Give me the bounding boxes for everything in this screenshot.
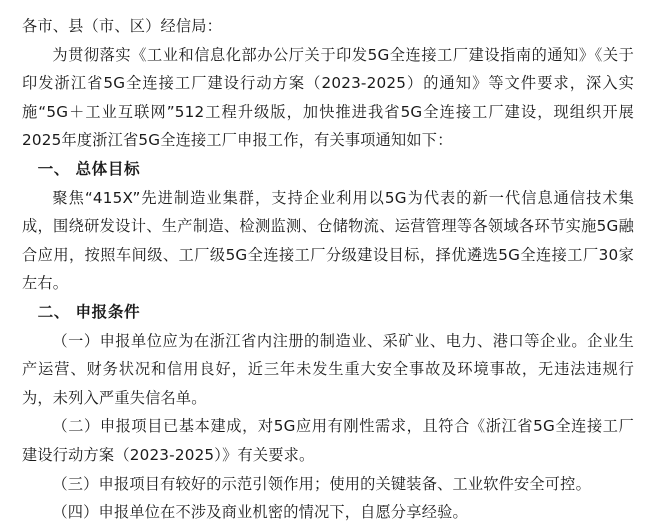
section-number-2: 二、 — [37, 302, 70, 321]
condition-item-3: （三）申报项目有较好的示范引领作用；使用的关键装备、工业软件安全可控。 — [52, 474, 591, 493]
condition-item-4: （四）申报单位在不涉及商业机密的情况下，自愿分享经验。 — [52, 503, 468, 522]
intro-paragraph: 为贯彻落实《工业和信息化部办公厅关于印发5G全连接工厂建设指南的通知》《关于印发浙江省5G全连接工厂建设行动方案（2023-2025）的通知》等文件要求，深入实施“5G＋工业互联网”512工程升级版，加快推进我省5G全连接工厂建设，现组织开展2025年度浙江省5G全连接工厂申报工作，有关事项通知如下： — [22, 45, 634, 150]
section-1-body: 聚焦“415X”先进制造业集群，支持企业利用以5G为代表的新一代信息通信技术集成，围绕研发设计、生产制造、检测监测、仓储物流、运营管理等各领域各环节实施5G融合应用，按照车间级、工厂级5G全连接工厂分级建设目标，择优遴选5G全连接工厂30家左右。 — [22, 188, 634, 293]
section-title-2: 申报条件 — [75, 302, 141, 321]
condition-item-2: （二）申报项目已基本建成，对5G应用有刚性需求，且符合《浙江省5G全连接工厂建设行动方案（2023-2025）》有关要求。 — [22, 417, 634, 464]
recipient-line: 各市、县（市、区）经信局： — [22, 17, 223, 35]
section-title-1: 总体目标 — [75, 159, 141, 178]
section-number-1: 一、 — [37, 159, 70, 178]
section-heading-1 — [22, 155, 634, 184]
section-heading-2 — [22, 298, 634, 327]
condition-item-1: （一）申报单位应为在浙江省内注册的制造业、采矿业、电力、港口等企业。企业生产运营、财务状况和信用良好，近三年未发生重大安全事故及环境事故，无违法违规行为，未列入严重失信名单。 — [22, 331, 634, 407]
